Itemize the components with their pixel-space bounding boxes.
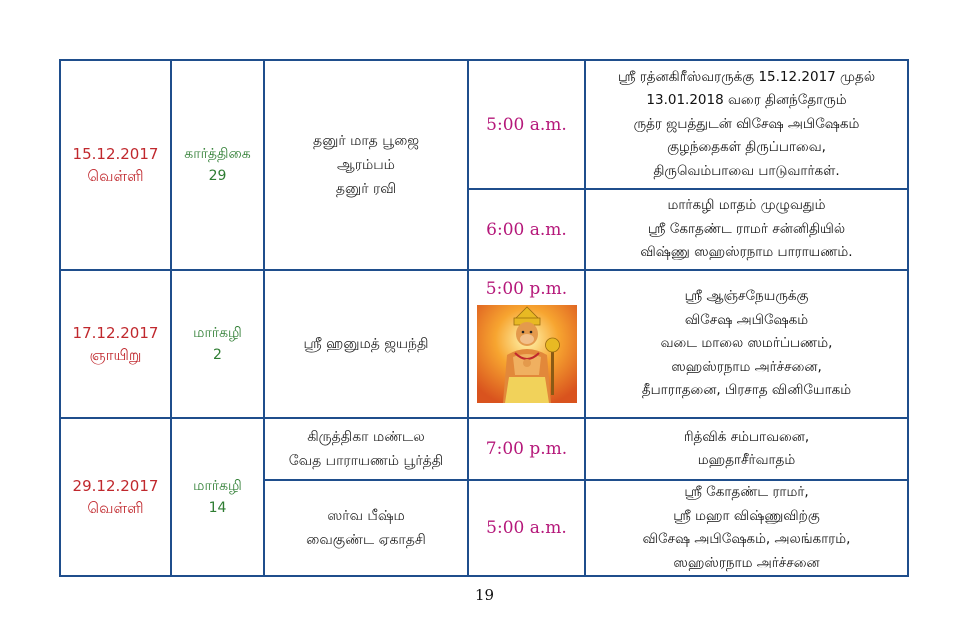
event-line: ஆரம்பம் xyxy=(337,157,395,173)
time-cell xyxy=(469,190,584,269)
description-line: ஸ்ரீ கோதண்ட ராமர் சன்னிதியில் xyxy=(647,220,846,237)
description-line: ஸஹஸ்ரநாம அர்ச்சனை, xyxy=(671,358,822,375)
event-line: வேத பாராயணம் பூர்த்தி xyxy=(288,453,444,469)
tamil-month: கார்த்திகை xyxy=(184,146,251,162)
date: 15.12.2017 xyxy=(72,145,159,163)
event-line: தனுர் மாத பூஜை xyxy=(312,133,420,149)
tamil-month-cell xyxy=(172,419,263,575)
tamil-month-day: 14 xyxy=(208,500,227,516)
description-cell xyxy=(586,61,907,188)
tamil-month-day: 2 xyxy=(213,347,222,363)
event-cell xyxy=(265,271,467,417)
tamil-month: மார்கழி xyxy=(193,325,242,341)
date-cell xyxy=(61,61,170,269)
table-border-right xyxy=(907,59,909,577)
description-cell xyxy=(586,481,907,575)
time-image-cell xyxy=(469,271,584,417)
description-line: ஸஹஸ்ரநாம அர்ச்சனை xyxy=(673,554,820,571)
hanuman-picture xyxy=(477,305,577,403)
event-line: வைகுண்ட ஏகாதசி xyxy=(306,532,426,548)
description-line: குழந்தைகள் திருப்பாவை, xyxy=(667,139,826,156)
event-time: 5:00 a.m. xyxy=(486,114,567,135)
description-line: ஸ்ரீ ஆஞ்சநேயருக்கு xyxy=(684,288,809,305)
weekday: ஞாயிறு xyxy=(89,346,142,364)
event-line: தனுர் ரவி xyxy=(335,181,397,197)
event-cell xyxy=(265,481,467,575)
page-number: 19 xyxy=(474,586,495,604)
description-cell xyxy=(586,271,907,417)
tamil-month-cell xyxy=(172,61,263,269)
time-cell xyxy=(469,419,584,479)
date-cell xyxy=(61,271,170,417)
weekday: வெள்ளி xyxy=(87,499,144,517)
description-line: வடை மாலை ஸமர்ப்பணம், xyxy=(660,335,833,352)
event-time: 6:00 a.m. xyxy=(486,219,567,240)
tamil-month-cell xyxy=(172,271,263,417)
time-cell xyxy=(469,481,584,575)
event-time: 5:00 a.m. xyxy=(486,518,567,538)
description-line: ஸ்ரீ மஹா விஷ்ணுவிற்கு xyxy=(673,507,820,524)
event-line: ஸர்வ பீஷ்ம xyxy=(327,508,405,524)
description-cell xyxy=(586,419,907,479)
event-time: 7:00 p.m. xyxy=(485,439,568,459)
weekday: வெள்ளி xyxy=(87,167,144,185)
description-line: மார்கழி மாதம் முழுவதும் xyxy=(667,197,826,214)
description-line: ரித்விக் சம்பாவனை, xyxy=(683,428,810,445)
time-cell xyxy=(469,61,584,188)
date: 17.12.2017 xyxy=(72,324,159,342)
description-line: தீபாராதனை, பிரசாத வினியோகம் xyxy=(641,382,852,399)
description-line: திருவெம்பாவை பாடுவார்கள். xyxy=(653,162,840,179)
date: 29.12.2017 xyxy=(72,477,159,495)
description-line: விஷ்ணு ஸஹஸ்ரநாம பாராயணம். xyxy=(640,244,853,261)
event-line: கிருத்திகா மண்டல xyxy=(307,429,425,445)
tamil-month: மார்கழி xyxy=(193,478,242,494)
event-line: ஸ்ரீ ஹனுமத் ஜயந்தி xyxy=(303,336,429,352)
description-line: விசேஷ அபிஷேகம் xyxy=(684,311,809,328)
date-cell xyxy=(61,419,170,575)
event-cell xyxy=(265,61,467,269)
table-border-bottom xyxy=(59,575,909,577)
description-line: ஸ்ரீ ரத்னகிரீஸ்வரருக்கு 15.12.2017 முதல் xyxy=(617,68,876,85)
description-line: ருத்ர ஜபத்துடன் விசேஷ அபிஷேகம் xyxy=(633,115,860,132)
description-line: மஹதாசீர்வாதம் xyxy=(697,452,796,468)
description-line: 13.01.2018 வரை தினந்தோரும் xyxy=(646,92,847,109)
event-cell xyxy=(265,419,467,479)
tamil-month-day: 29 xyxy=(208,168,227,184)
description-line: ஸ்ரீ கோதண்ட ராமர், xyxy=(684,484,809,500)
event-time: 5:00 p.m. xyxy=(485,279,568,299)
description-line: விசேஷ அபிஷேகம், அலங்காரம், xyxy=(642,531,851,547)
description-cell xyxy=(586,190,907,269)
